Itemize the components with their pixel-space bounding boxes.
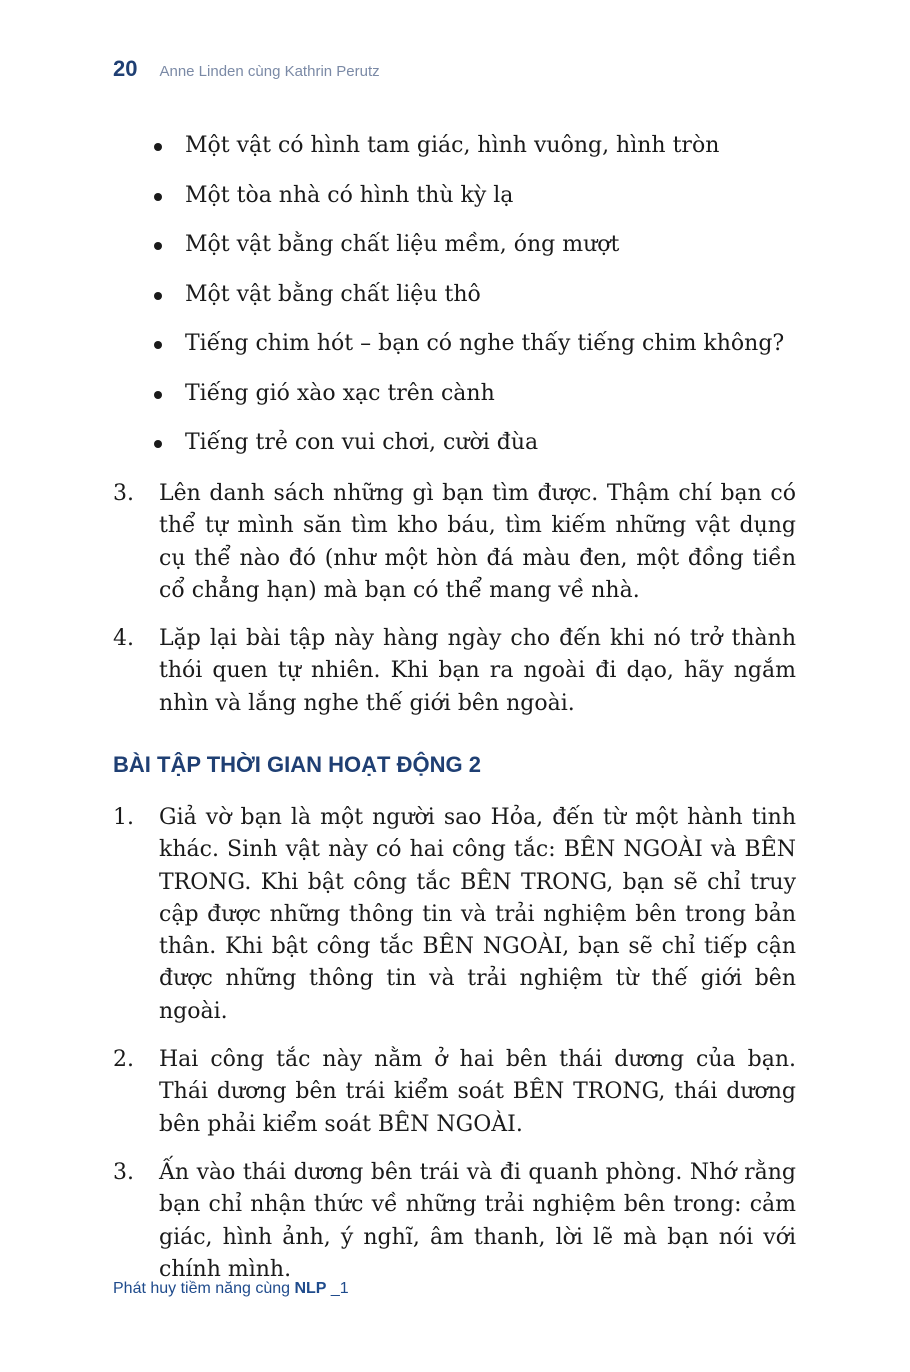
footer-suffix: _1 <box>326 1280 349 1297</box>
item-number: 1. <box>113 805 134 830</box>
page-number: 20 <box>113 56 138 81</box>
numbered-item <box>113 802 796 1028</box>
list-item: Một vật bằng chất liệu thô <box>150 279 800 311</box>
list-item: Tiếng chim hót – bạn có nghe thấy tiếng chim không? <box>150 328 800 360</box>
numbered-item <box>113 478 796 607</box>
item-text: Lên danh sách những gì bạn tìm được. Thậm chí bạn có thể tự mình săn tìm kho báu, tìm kiếm những vật dụng cụ thể nào đó (như một hòn đá màu đen, một đồng tiền cổ chẳng hạn) mà bạn có thể mang về nhà. <box>159 481 796 603</box>
bullet-icon <box>154 242 162 250</box>
item-number: 2. <box>113 1047 134 1073</box>
numbered-list-exercise <box>113 802 796 1302</box>
bullet-icon <box>154 440 162 448</box>
list-item: Một vật có hình tam giác, hình vuông, hình tròn <box>150 130 800 162</box>
list-item: Tiếng gió xào xạc trên cành <box>150 378 800 410</box>
numbered-item <box>113 1157 796 1286</box>
footer-prefix: Phát huy tiềm năng cùng <box>113 1280 295 1297</box>
item-number: 3. <box>113 1159 134 1185</box>
list-item: Tiếng trẻ con vui chơi, cười đùa <box>150 427 800 459</box>
numbered-item <box>113 1044 796 1141</box>
list-item: Một tòa nhà có hình thù kỳ lạ <box>150 180 800 212</box>
bullet-list <box>150 130 800 477</box>
numbered-item <box>113 623 796 720</box>
bullet-icon <box>154 341 162 349</box>
item-text: Giả vờ bạn là một người sao Hỏa, đến từ một hành tinh khác. Sinh vật này có hai công tắc: BÊN NGOÀI và BÊN TRONG. Khi bật công tắc BÊN TRONG, bạn sẽ chỉ truy cập được những thông tin và trải nghiệm bên trong bản thân. Khi bật công tắc BÊN NGOÀI, bạn sẽ chỉ tiếp cận được những thông tin và trải nghiệm từ thế giới bên ngoài. <box>159 805 796 1024</box>
running-head: Anne Linden cùng Kathrin Perutz <box>159 63 380 80</box>
bullet-icon <box>154 292 162 300</box>
section-heading: BÀI TẬP THỜI GIAN HOẠT ĐỘNG 2 <box>113 752 481 777</box>
bullet-icon <box>154 143 162 151</box>
bullet-icon <box>154 193 162 201</box>
list-item: Một vật bằng chất liệu mềm, óng mượt <box>150 229 800 261</box>
item-number: 3. <box>113 481 134 506</box>
footer-bold: NLP <box>294 1280 327 1297</box>
item-text: Ấn vào thái dương bên trái và đi quanh phòng. Nhớ rằng bạn chỉ nhận thức về những trải nghiệm bên trong: cảm giác, hình ảnh, ý nghĩ, âm thanh, lời lẽ mà bạn nói với chính mình. <box>159 1159 796 1282</box>
numbered-list-steps <box>113 478 796 736</box>
bullet-icon <box>154 391 162 399</box>
page-footer <box>113 1280 349 1298</box>
item-number: 4. <box>113 626 134 652</box>
item-text: Lặp lại bài tập này hàng ngày cho đến khi nó trở thành thói quen tự nhiên. Khi bạn ra ngoài đi dạo, hãy ngắm nhìn và lắng nghe thế giới bên ngoài. <box>159 626 796 716</box>
item-text: Hai công tắc này nằm ở hai bên thái dương của bạn. Thái dương bên trái kiểm soát BÊN TRONG, thái dương bên phải kiểm soát BÊN NGOÀI. <box>159 1047 796 1137</box>
page-header <box>113 56 380 82</box>
